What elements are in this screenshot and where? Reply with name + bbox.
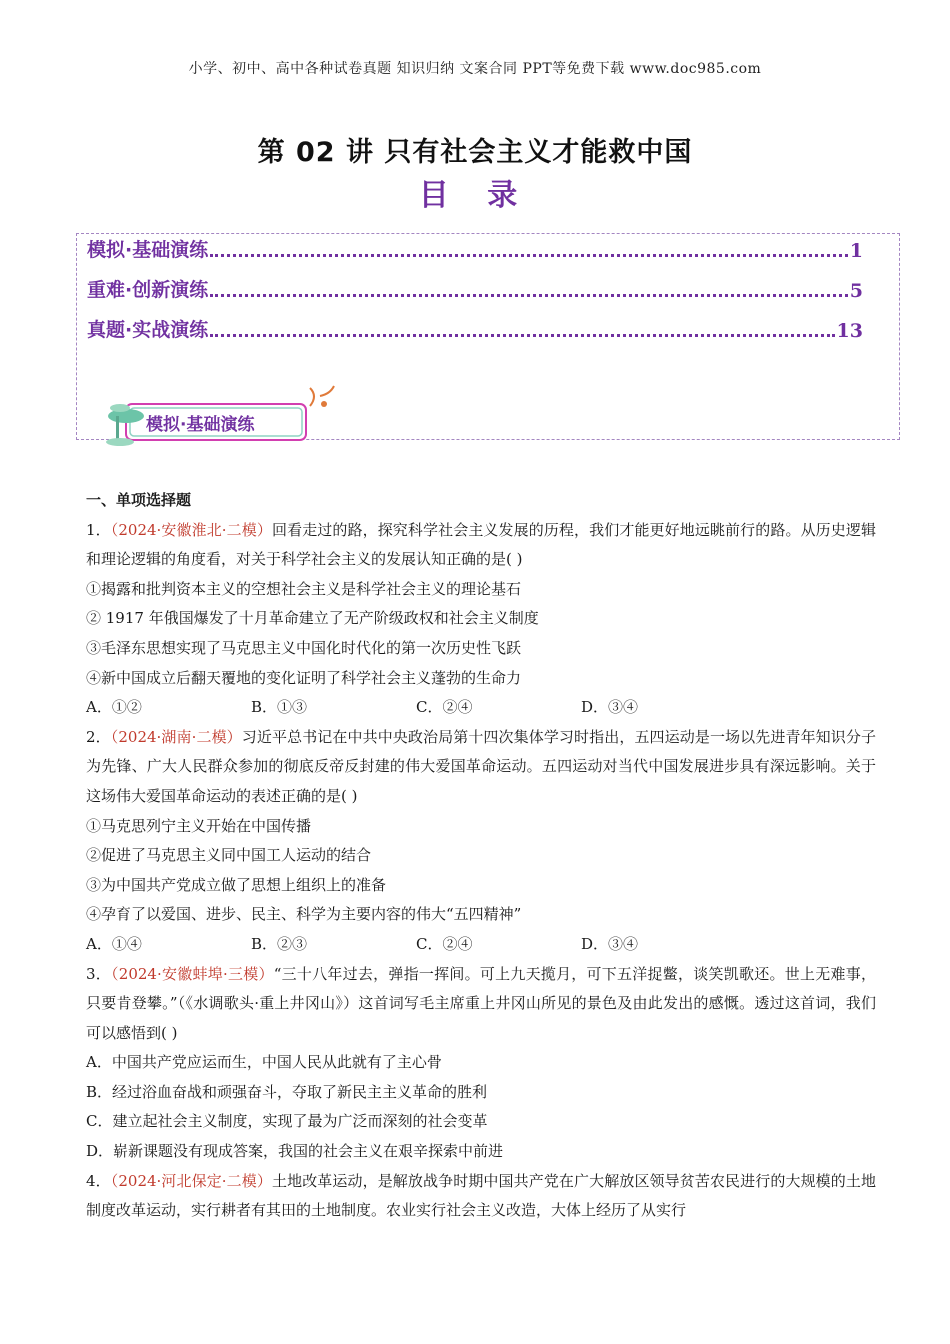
statement: ② 1917 年俄国爆发了十月革命建立了无产阶级政权和社会主义制度 [86,609,539,628]
toc-item-page: 5 [849,280,863,302]
options-row [86,930,876,960]
toc-item-page: 1 [849,240,863,262]
option-b[interactable]: B．①③ [251,698,308,717]
choice-a[interactable]: A．中国共产党应运而生，中国人民从此就有了主心骨 [86,1053,442,1072]
statement: ①揭露和批判资本主义的空想社会主义是科学社会主义的理论基石 [86,579,522,598]
option-c[interactable]: C．②④ [416,698,473,717]
statement: ④新中国成立后翻天覆地的变化证明了科学社会主义蓬勃的生命力 [86,668,522,687]
question-1 [86,516,876,575]
option-d[interactable]: D．③④ [581,698,639,717]
statement: ④孕育了以爱国、进步、民主、科学为主要内容的伟大“五四精神” [86,905,522,924]
question-source: （2024·湖南·二模） [110,727,242,746]
question-4 [86,1167,876,1226]
section-title: 一、单项选择题 [86,491,192,509]
question-stem: 回看走过的路，探究科学社会主义发展的历程，我们才能更好地远眺前行的路。从历史逻辑和理论逻辑的角度看，对关于科学社会主义的发展认知正确的是( ) [86,520,876,569]
toc-heading: 目 录 [418,178,532,213]
toc-leader [210,294,848,297]
option-d[interactable]: D．③④ [581,934,639,953]
options-row [86,693,876,723]
question-stem: “三十八年过去，弹指一挥间。可上九天揽月，可下五洋捉鳖，谈笑凯歌还。世上无难事，只要肯登攀。”（《水调歌头·重上井冈山》）这首词写毛主席重上井冈山所见的景色及由此发出的感慨。透过这首词，我们可以感悟到( ) [86,964,876,1042]
statement: ③为中国共产党成立做了思想上组织上的准备 [86,875,387,894]
question-2 [86,723,876,812]
badge-label: 模拟·基础演练 [146,415,255,435]
choice-c[interactable]: C．建立起社会主义制度，实现了最为广泛而深刻的社会变革 [86,1112,488,1131]
toc-item-label: 模拟·基础演练 [87,239,209,261]
statement: ①马克思列宁主义开始在中国传播 [86,816,312,835]
toc-item-label: 真题·实战演练 [87,319,209,341]
question-3 [86,960,876,1049]
statement: ③毛泽东思想实现了马克思主义中国化时代化的第一次历史性飞跃 [86,638,522,657]
choice-b[interactable]: B．经过浴血奋战和顽强奋斗，夺取了新民主主义革命的胜利 [86,1082,488,1101]
statement: ②促进了马克思主义同中国工人运动的结合 [86,846,372,865]
question-content [86,486,876,1226]
option-a[interactable]: A．①② [86,698,142,717]
question-number: 1． [86,520,111,539]
page-title: 第 02 讲 只有社会主义才能救中国 [257,137,693,168]
question-number: 4． [86,1171,111,1190]
toc-leader [210,254,848,257]
question-number: 3． [86,964,112,983]
section-badge [98,380,338,450]
page-header: 小学、初中、高中各种试卷真题 知识归纳 文案合同 PPT等免费下载 www.doc985.com [188,61,762,77]
toc-item-real-exam[interactable] [87,314,863,342]
option-a[interactable]: A．①④ [86,934,142,953]
toc-leader [210,334,834,337]
toc-item-label: 重难·创新演练 [87,279,209,301]
toc-item-page: 13 [836,320,863,342]
option-c[interactable]: C．②④ [416,934,473,953]
question-stem: 习近平总书记在中共中央政治局第十四次集体学习时指出，五四运动是一场以先进青年知识分子为先锋、广大人民群众参加的彻底反帝反封建的伟大爱国革命运动。五四运动对当代中国发展进步具有深远影响。关于这场伟大爱国革命运动的表述正确的是( ) [86,727,876,805]
option-b[interactable]: B．②③ [251,934,308,953]
choice-d[interactable]: D．崭新课题没有现成答案，我国的社会主义在艰辛探索中前进 [86,1142,504,1161]
question-source: （2024·安徽蚌埠·三模） [111,964,274,983]
question-stem: 土地改革运动，是解放战争时期中国共产党在广大解放区领导贫苦农民进行的大规模的土地制度改革运动，实行耕者有其田的土地制度。农业实行社会主义改造，大体上经历了从实行 [86,1171,876,1220]
question-number: 2． [86,727,111,746]
question-source: （2024·河北保定·二模） [110,1171,272,1190]
toc-item-innovation[interactable] [87,274,863,302]
toc-item-basic[interactable] [87,234,863,262]
question-source: （2024·安徽淮北·二模） [110,520,272,539]
